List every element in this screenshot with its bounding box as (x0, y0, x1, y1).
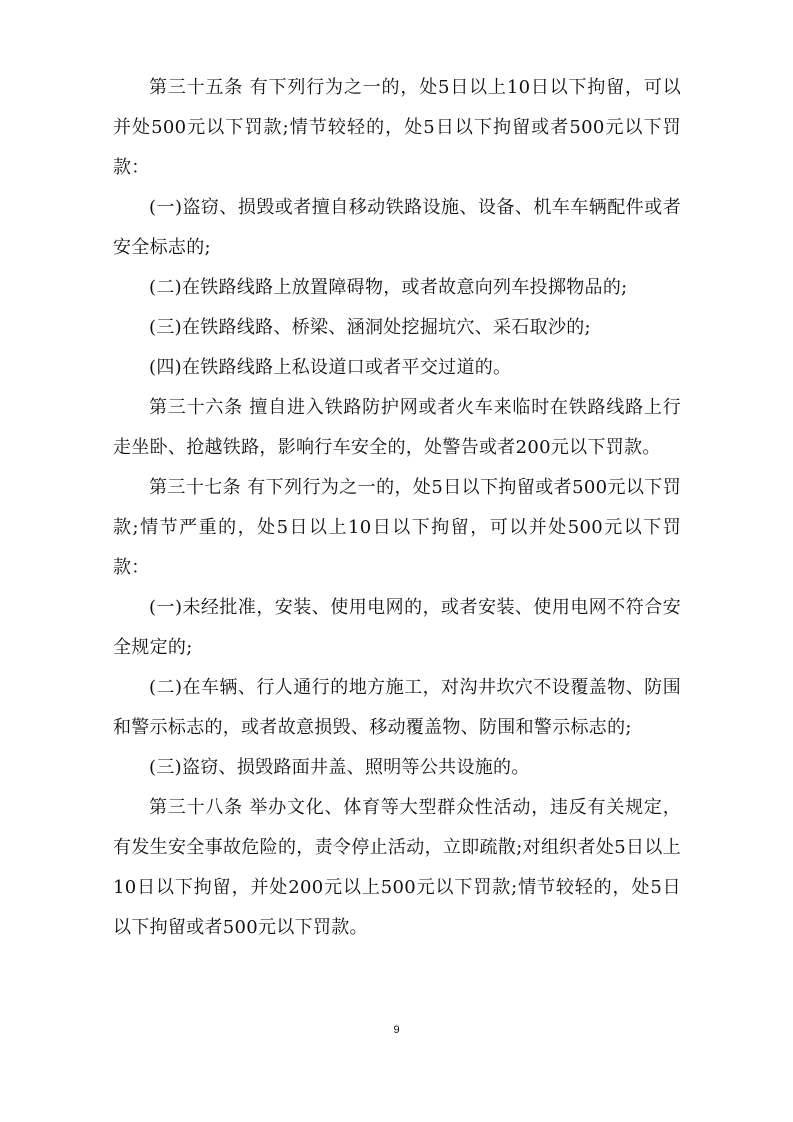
page-number: 9 (393, 1024, 400, 1036)
article-37: 第三十七条 有下列行为之一的，处5日以下拘留或者500元以下罚款;情节严重的，处5日以上10日以下拘留，可以并处500元以下罚款： (113, 477, 681, 578)
article-35-item-1: (一)盗窃、损毁或者擅自移动铁路设施、设备、机车车辆配件或者安全标志的; (113, 197, 681, 258)
article-35: 第三十五条 有下列行为之一的，处5日以上10日以下拘留，可以并处500元以下罚款;情节较轻的，处5日以下拘留或者500元以下罚款： (113, 77, 681, 178)
article-38: 第三十八条 举办文化、体育等大型群众性活动，违反有关规定，有发生安全事故危险的，责令停止活动，立即疏散;对组织者处5日以上10日以下拘留，并处200元以上500元以下罚款;情节较轻的，处5日以下拘留或者500元以下罚款。 (113, 797, 681, 938)
document-body (113, 68, 681, 948)
article-36: 第三十六条 擅自进入铁路防护网或者火车来临时在铁路线路上行走坐卧、抢越铁路，影响行车安全的，处警告或者200元以下罚款。 (113, 397, 681, 458)
article-35-item-2: (二)在铁路线路上放置障碍物，或者故意向列车投掷物品的; (149, 277, 628, 298)
article-37-item-2: (二)在车辆、行人通行的地方施工，对沟井坎穴不设覆盖物、防围和警示标志的，或者故意损毁、移动覆盖物、防围和警示标志的; (113, 677, 681, 738)
article-37-item-3: (三)盗窃、损毁路面井盖、照明等公共设施的。 (149, 757, 530, 778)
article-35-item-4: (四)在铁路线路上私设道口或者平交过道的。 (149, 357, 512, 378)
article-37-item-1: (一)未经批准，安装、使用电网的，或者安装、使用电网不符合安全规定的; (113, 597, 681, 658)
article-35-item-3: (三)在铁路线路、桥梁、涵洞处挖掘坑穴、采石取沙的; (149, 317, 591, 338)
